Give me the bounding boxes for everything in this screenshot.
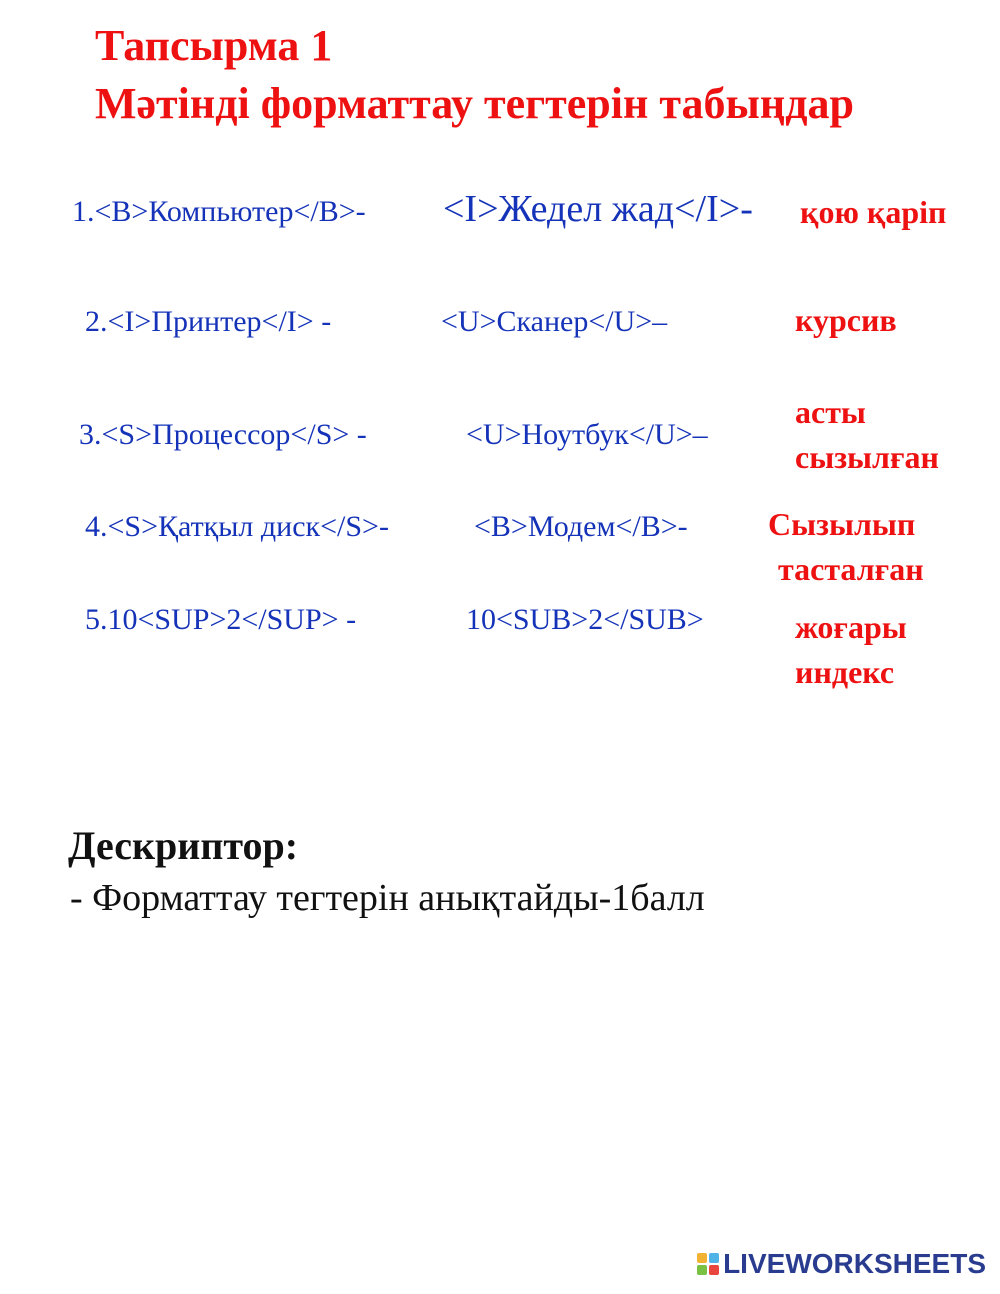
label-italic: курсив	[795, 302, 897, 338]
label-strike-line1: Сызылып	[768, 506, 916, 542]
row-1-right: <I>Жедел жад</I>-	[443, 188, 753, 230]
row-3-right: <U>Ноутбук</U>–	[466, 418, 708, 451]
row-3-left: 3.<S>Процессор</S> -	[79, 418, 367, 451]
label-bold: қою қаріп	[800, 194, 947, 230]
row-4-left: 4.<S>Қатқыл диск</S>-	[85, 510, 389, 543]
row-2-left: 2.<I>Принтер</I> -	[85, 305, 332, 338]
label-sup-line1: жоғары	[795, 609, 907, 645]
row-5-right: 10<SUB>2</SUB>	[466, 603, 704, 636]
descriptor-item: - Форматтау тегтерін анықтайды-1балл	[70, 877, 705, 919]
row-4-right: <B>Модем</B>-	[474, 510, 688, 543]
row-5-left: 5.10<SUP>2</SUP> -	[85, 603, 357, 636]
row-1-left: 1.<B>Компьютер</B>-	[72, 195, 366, 228]
logo-squares-icon	[697, 1253, 719, 1275]
task-title-line2: Мәтінді форматтау тегтерін табыңдар	[95, 79, 854, 128]
row-2-right: <U>Сканер</U>–	[441, 305, 668, 338]
task-title-line1: Тапсырма 1	[95, 21, 333, 70]
label-underline-line2: сызылған	[795, 439, 939, 475]
label-sup-line2: индекс	[795, 654, 895, 690]
logo-text: LIVEWORKSHEETS	[723, 1248, 986, 1279]
descriptor-heading: Дескриптор:	[68, 823, 299, 868]
label-strike-line2: тасталған	[778, 551, 924, 587]
liveworksheets-logo	[697, 1248, 986, 1280]
label-underline-line1: асты	[795, 394, 866, 430]
